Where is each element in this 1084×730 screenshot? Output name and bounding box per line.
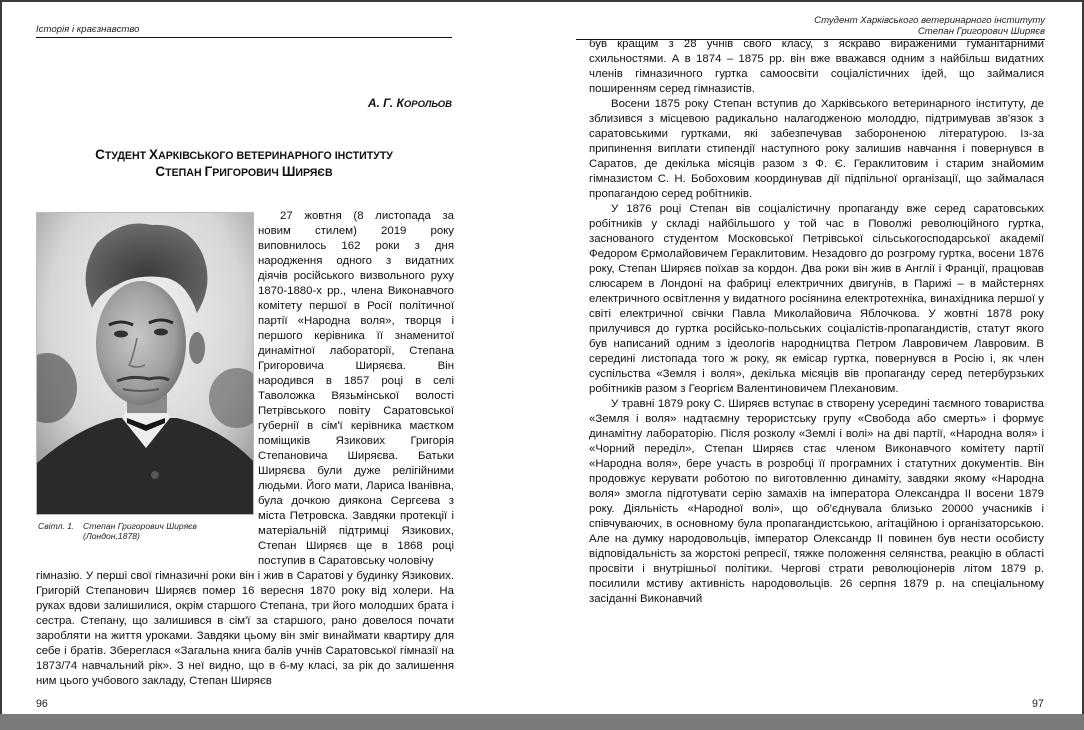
paragraph: був кращим з 28 учнів свого класу, з яскраво вираженими гуманітарними схильностями. А в 1874 – 1875 рр. він вже вважався одним з найбільш видатних членів гімназичного гуртка самоосвіти соціалістичних ідей, що займалися поширенням серед гімназистів.	[589, 38, 1044, 95]
running-head-line-1: Студент Харківського ветеринарного інституту	[814, 15, 1045, 26]
title-segment: Ш	[281, 164, 296, 179]
paragraph: У травні 1879 року С. Ширяєв вступає в створену усередині таємного товариства «Земля і воля» надтаємну терористську групу «Свобода або смерть» і формує динамітну лабораторію. Після розколу «Землі і волі» на дві партії, «Народна воля» і «Чорний переділ», Степан Ширяєв стає членом Виконавчого комітету партії «Народна воля», бере участь в розробці її програмних і статутних документів. Він продовжує керувати роботою по виготовленню динаміту, завдяки якому «Народна воля» змогла підготувати серію замахів на імператора Олександра ІІ восени 1879 року. Діяльність «Народної волі», що об'єднувала близько 20000 учасників і співчуваючих, в основному була пропагандистською, агітаційною і організаторською. Але на думку народовольців, імператор Олександр ІІ повинен був нести особисту відповідальність за жорстокі репресії, тяжке положення селянства, реакцію в області просвіти і внутрішньої політики. Чергові страти революціонерів літом 1879 р. посилили мстиву активність народовольців. 26 серпня 1879 р. на спеціальному засіданні Виконавчий	[589, 398, 1044, 605]
paragraph: 27 жовтня (8 листопада за новим стилем) 2019 року виповнилось 162 роки з дня народження одного з видатних діячів російського визвольного руху 1870-1880-х рр., члена Виконавчого комітету першої в Росії політичної партії «Народна воля», творця і першого керівника її знаменитої динамітної лабораторії, Степана Григоровича Ширяєва. Він народився в 1857 році в селі Таволожка Вязьмінської волості Петрівського повіту Саратовської губернії в сім'ї керівника маєтком поміщиків Язикових Григорія Степановича Ширяєва. Батьки Ширяєва були дуже релігійними людьми. Його мати, Лариса Іванівна, була дочкою диякона Сергєева з міста Петровска. Завдяки протекції і матеріальній підтримці Язикових, Степан Ширяєв ще в 1868 році поступив в Саратовську чоловічу	[258, 210, 454, 567]
title-segment: С	[155, 164, 166, 179]
paragraph: Восени 1875 року Степан вступив до Харківського ветеринарного інституту, де зблизився з місцевою радикально налагодженою молоддю, підтримував зв'язок з саратовськими гуртками, які забезпечував забороненою літературою. Із-за припинення виплати стипендії наступного року залишив навчання і повернувся в Саратов, де декілька місяців разом з Ф. Є. Гераклитовим і старим знайомим гімназистом С. Н. Бобоховим координував дії підпільної організації, що займалася пропагандою серед робітників.	[589, 98, 1044, 200]
running-head-left: Історія і краєзнавство	[36, 24, 452, 38]
title-segment: Г	[204, 164, 213, 179]
paragraph: гімназію. У перші свої гімназичні роки він і жив в Саратові у будинку Язикових. Григорій Степанович Ширяєв помер 16 вересня 1870 року від холери. На руках вдови залишилися, окрім старшого Степана, три його молодших брата і сестра. Степану, що залишився в сім'ї за старшого, рано довелося почати заробляти на життя уроками. Завдяки цьому він зміг винаймати квартиру для себе і братів. Збереглася «Загальна книга балів учнів Саратовської гімназії на 1873/74 навчальний рік». З неї видно, що в 6-му класі, за рік до залишення ним цього учбового закладу, Степан Ширяєв	[36, 570, 454, 687]
page-number-right: 97	[1032, 698, 1044, 710]
author-initials: А. Г.	[367, 96, 397, 110]
title-segment: С	[95, 147, 105, 162]
title-segment: ТУДЕНТ	[104, 150, 150, 162]
page-number-left: 96	[36, 698, 48, 710]
article-title-line-1	[36, 147, 452, 164]
caption-name: Степан Григорович Ширяєв	[83, 521, 197, 531]
title-segment: ИРЯЄВ	[295, 167, 333, 179]
intro-paragraph-continued	[36, 569, 454, 689]
right-page	[540, 0, 1082, 714]
spread-bottom-border	[0, 714, 1084, 730]
caption-label: Світл. 1.	[38, 521, 75, 531]
running-head-line-2: Степан Григорович Ширяєв	[917, 26, 1045, 37]
title-segment: Х	[149, 147, 159, 162]
author-surname-rest: ОРОЛЬОВ	[403, 99, 452, 110]
photo-caption	[38, 521, 248, 541]
title-segment: РИГОРОВИЧ	[212, 167, 282, 179]
portrait-photo	[36, 212, 254, 515]
caption-place-date: (Лондон,1878)	[83, 531, 140, 541]
article-body-right	[589, 37, 1044, 607]
article-author	[36, 96, 452, 110]
article-title	[36, 147, 452, 181]
portrait-illustration	[37, 213, 254, 515]
author-surname-initial: К	[396, 96, 404, 110]
title-segment: АРКІВСЬКОГО ВЕТЕРИНАРНОГО ІНСТИТУТУ	[158, 150, 393, 162]
article-title-line-2	[36, 164, 452, 181]
left-page	[2, 0, 540, 714]
title-segment: ТЕПАН	[165, 167, 205, 179]
paragraph: У 1876 році Степан вів соціалістичну пропаганду вже серед саратовських робітників у складі найбільшого у той час в Поволжі революційного гуртка, заснованого студентом Московської Петрівської сільськогосподарської академії Федором Єрмолайовичем Гераклитовим. Незадовго до розгрому гуртка, восени 1876 року, Степан Ширяєв поїхав за кордон. Два роки він жив в Англії і Франції, працював слюсарем в Лондоні на фабриці електричних двигунів, в Парижі – в майстернях електричного освітлення у видатного росіянина електротехніка, винахідника першої у світі електричної свічки Павла Миколайовича Яблочкова. У жовтні 1878 року прилучився до гуртка російсько-польських соціалістів-пропагандистів, статут якого був написаний одним з ідеологів народництва Петром Лавровичем Лавровим. В середині листопада того ж року, як емісар гуртка, повернувся в Росію і, як член суспільства «Земля і воля», декілька місяців вів пропаганду серед петербурзьких робітників разом з Георгієм Валентиновичем Плехановим.	[589, 203, 1044, 395]
intro-paragraph-wrapped	[258, 209, 454, 569]
